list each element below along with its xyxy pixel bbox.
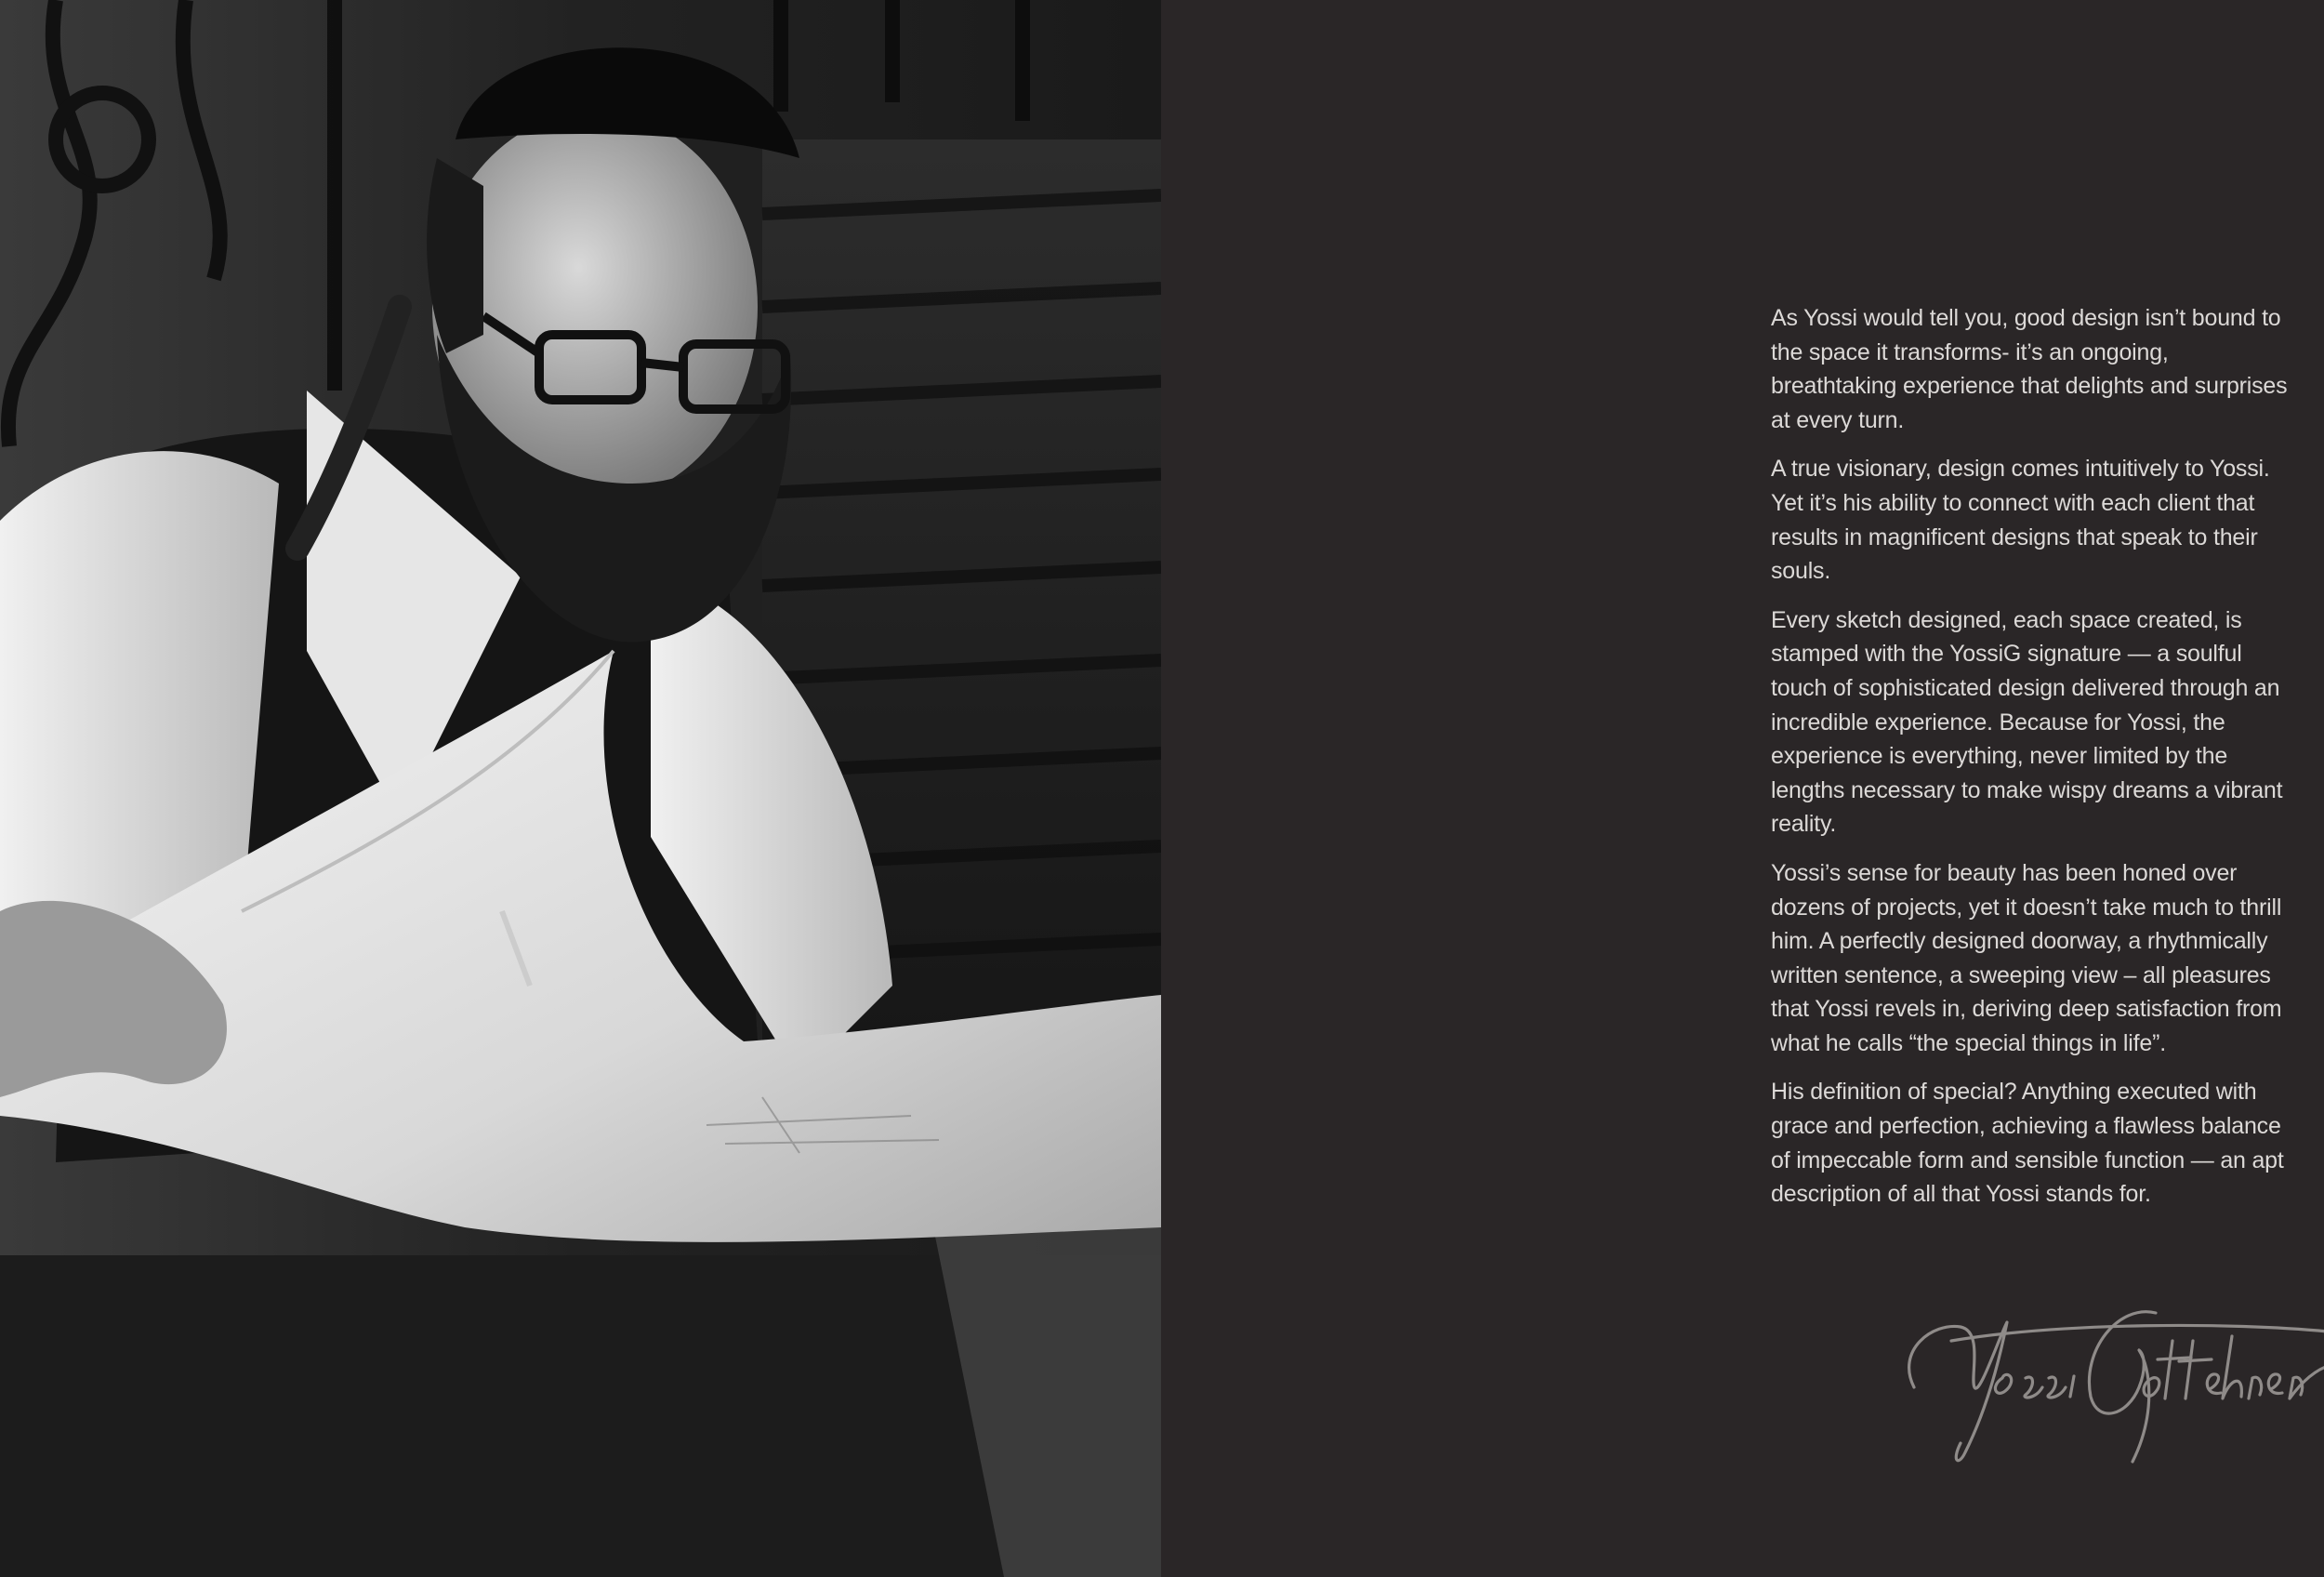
signature (1895, 1285, 2324, 1471)
paragraph-4: Yossi’s sense for beauty has been honed over dozens of projects, yet it doesn’t take much to thrill him. A perfectly designed doorway, a rhythmically written sentence, a sweeping view – all pleasures that Yossi revels in, deriving deep satisfaction from what he calls “the special things in life”. (1771, 859, 2282, 1056)
paragraph-1: As Yossi would tell you, good design isn’t bound to the space it transforms- it’s an ongoing, breathtaking experience that delights and surprises at every turn. (1771, 305, 2288, 433)
text-page (1161, 0, 2324, 1577)
portrait-photo (0, 0, 1161, 1577)
paragraph-2: A true visionary, design comes intuitively to Yossi. Yet it’s his ability to connect with each client that results in magnificent designs that speak to their souls. (1771, 456, 2270, 585)
paragraph-3: Every sketch designed, each space created, is stamped with the YossiG signature — a soulful touch of sophisticated design delivered through an incredible experience. Because for Yossi, the experience is everything, never limited by the lengths necessary to make wispy dreams a vibrant reality. (1771, 606, 2283, 838)
paragraph-5: His definition of special? Anything executed with grace and perfection, achieving a flawless balance of impeccable form and sensible function — an apt description of all that Yossi stands for. (1771, 1079, 2284, 1208)
photo-man-reading-plans-icon (0, 0, 1161, 1577)
body-text (1771, 301, 2291, 1226)
signature-icon (1895, 1285, 2324, 1471)
